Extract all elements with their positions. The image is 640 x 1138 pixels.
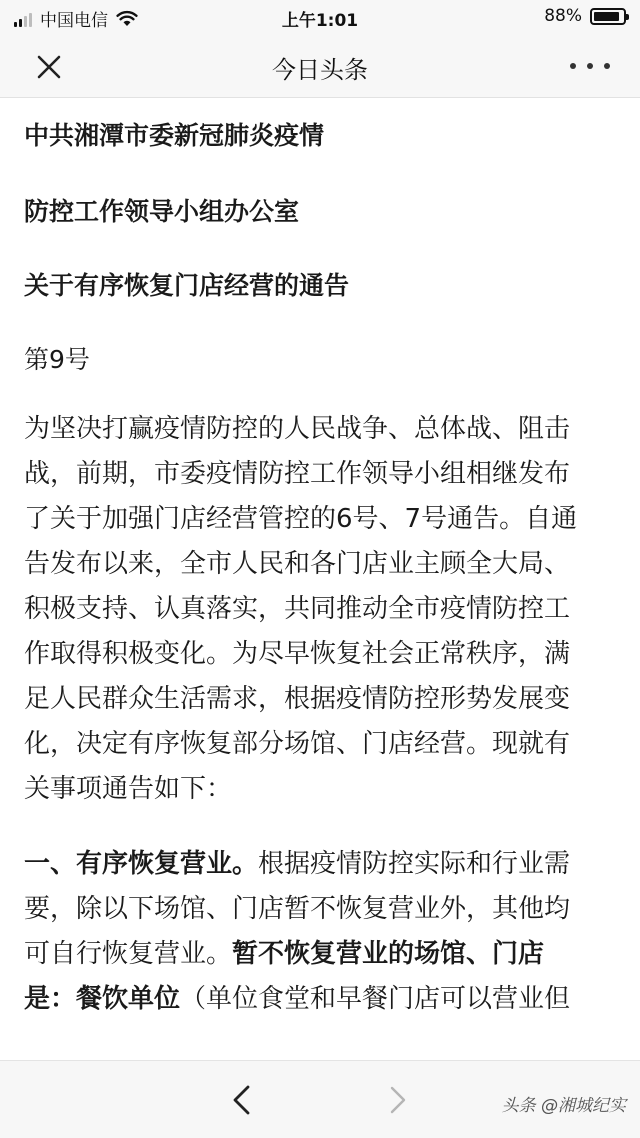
status-time: 上午1:01: [281, 11, 359, 31]
emphasis-text: 暂不恢复营业的场馆、门店: [232, 939, 545, 969]
paragraph-line: 要，除以下场馆、门店暂不恢复营业外，其他均: [24, 894, 571, 924]
paragraph-line: 作取得积极变化。为尽早恢复社会正常秩序，满: [24, 639, 571, 669]
paragraph-line: 告发布以来，全市人民和各门店业主顾全大局、: [24, 549, 571, 579]
article-heading-notice: 关于有序恢复门店经营的通告: [24, 271, 350, 300]
battery-level: [594, 12, 619, 21]
paragraph-line: 足人民群众生活需求，根据疫情防控形势发展变: [24, 684, 571, 714]
carrier-label: 中国电信: [40, 11, 108, 31]
page-title: 今日头条: [272, 56, 368, 84]
back-arrow-icon: [228, 1083, 256, 1117]
battery-icon: [590, 8, 626, 25]
paragraph-line: [24, 842, 624, 887]
status-bar: [0, 0, 640, 34]
close-button[interactable]: [32, 50, 66, 84]
source-watermark: 头条 @湘城纪实: [501, 1096, 626, 1116]
paragraph-line: 关事项通告如下：: [24, 774, 233, 804]
paragraph-line: 了关于加强门店经营管控的6号、7号通告。自通: [24, 504, 578, 534]
paragraph-text: 可自行恢复营业。: [24, 939, 233, 969]
status-right: [544, 6, 626, 26]
close-icon: [32, 50, 66, 84]
paragraph-line: [24, 977, 624, 1022]
forward-button[interactable]: [386, 1085, 410, 1115]
paragraph-line: 战，前期，市委疫情防控工作领导小组相继发布: [24, 459, 571, 489]
bottom-toolbar: [0, 1060, 640, 1138]
paragraph-line: 为坚决打赢疫情防控的人民战争、总体战、阻击: [24, 414, 571, 444]
forward-arrow-icon: [386, 1085, 410, 1115]
article-body[interactable]: [24, 98, 624, 1060]
back-button[interactable]: [228, 1083, 256, 1117]
emphasis-text: 是：餐饮单位: [24, 984, 181, 1014]
article-heading-office: 防控工作领导小组办公室: [24, 197, 300, 226]
article-paragraph-section-1: [24, 842, 624, 1022]
battery-percent: 88%: [544, 6, 582, 26]
section-title: 一、有序恢复营业。: [24, 849, 259, 879]
more-icon: [570, 63, 576, 69]
paragraph-text: （单位食堂和早餐门店可以营业但: [180, 984, 571, 1014]
article-paragraph-intro: [24, 407, 624, 812]
paragraph-line: 化，决定有序恢复部分场馆、门店经营。现就有: [24, 729, 571, 759]
paragraph-line: 积极支持、认真落实，共同推动全市疫情防控工: [24, 594, 571, 624]
paragraph-line: [24, 932, 624, 977]
paragraph-text: 根据疫情防控实际和行业需: [258, 849, 571, 879]
article-heading-organization: 中共湘潭市委新冠肺炎疫情: [24, 121, 325, 150]
notice-number: 第9号: [24, 345, 90, 374]
nav-bar: [0, 34, 640, 98]
more-button[interactable]: [570, 56, 610, 76]
